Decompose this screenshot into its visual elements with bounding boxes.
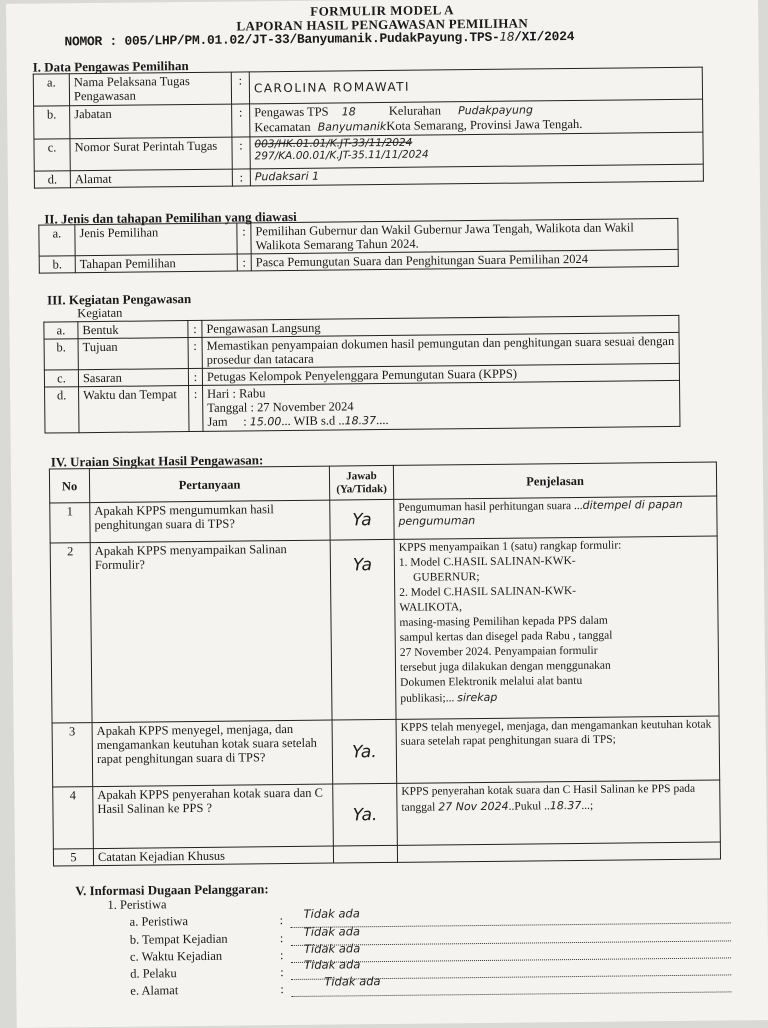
explanation-line: publikasi;... sirekap bbox=[400, 690, 498, 705]
position-kecamatan: Banyumanik bbox=[317, 119, 387, 134]
colon: : bbox=[188, 320, 202, 337]
section-2-title: II. Jenis dan tahapan Pemilihan yang diawasi bbox=[44, 208, 297, 227]
violation-label: b. Tempat Kejadian bbox=[129, 931, 228, 947]
header-no: No bbox=[49, 469, 89, 503]
table-row bbox=[50, 496, 717, 543]
table-row bbox=[52, 716, 720, 787]
activity-day: Hari : Rabu bbox=[207, 386, 266, 401]
row-number: b. bbox=[39, 256, 75, 273]
row-label: Waktu dan Tempat bbox=[79, 386, 189, 433]
explanation-date-line: tanggal 27 Nov 2024..Pukul ..18.37...; bbox=[401, 798, 594, 814]
explanation-line: tersebut juga dilakukan dengan menggunakan bbox=[399, 659, 611, 674]
election-stage: Pasca Pemungutan Suara dan Penghitungan Suara Pemilihan 2024 bbox=[251, 249, 678, 270]
section-3-subtitle: Kegiatan bbox=[77, 305, 123, 321]
row-number: b. bbox=[34, 106, 70, 139]
explanation-handwritten: sirekap bbox=[457, 690, 498, 705]
row-number: 1 bbox=[50, 503, 90, 543]
violation-label: a. Peristiwa bbox=[129, 914, 189, 929]
question: Catatan Kejadian Khusus bbox=[93, 846, 333, 866]
position-value bbox=[250, 99, 703, 137]
colon: : bbox=[237, 254, 251, 271]
report-number-tps: 18 bbox=[499, 29, 515, 44]
section-4-title: IV. Uraian Singkat Hasil Pengawasan: bbox=[50, 452, 264, 470]
form-sheet bbox=[6, 0, 768, 1028]
explanation-line: sampul kertas dan disegel pada Rabu , tanggal bbox=[399, 629, 613, 644]
colon: : bbox=[231, 72, 249, 104]
section-1-title: I. Data Pengawas Pemilihan bbox=[32, 58, 189, 75]
activity-target: Petugas Kelompok Penyelenggara Pemungutan Suara (KPPS) bbox=[202, 363, 679, 385]
explanation-text: KPPS penyerahan kotak suara dan C Hasil Salinan ke PPS pada bbox=[401, 782, 696, 798]
answer: Ya bbox=[330, 539, 396, 720]
row-number: d. bbox=[45, 387, 79, 433]
row-number: c. bbox=[34, 139, 70, 171]
explanation-line: 1. Model C.HASIL SALINAN-KWK- bbox=[398, 555, 576, 569]
answer bbox=[333, 845, 397, 863]
explanation-line: WALIKOTA, bbox=[399, 601, 463, 614]
section-5-subtitle: 1. Peristiwa bbox=[107, 897, 167, 912]
time-label: Pukul bbox=[514, 800, 542, 813]
question: Apakah KPPS menyegel, menjaga, dan mengamankan keutuhan kotak suara setelah rapat penghitungan suara di TPS? bbox=[92, 720, 333, 787]
activity-time bbox=[203, 380, 680, 431]
row-number: 2 bbox=[50, 543, 92, 723]
form-title: FORMULIR MODEL A bbox=[310, 2, 455, 19]
hours-label: Jam bbox=[207, 414, 228, 429]
violation-value: Tidak ada bbox=[303, 941, 361, 956]
violation-value: Tidak ada bbox=[304, 957, 361, 972]
explanation-text: Pengumuman hasil perhitungan suara bbox=[398, 500, 572, 514]
row-number: d. bbox=[34, 171, 70, 188]
activity-hours: Jam : 15.00... WIB s.d ..18.37.... bbox=[207, 412, 389, 429]
activity-form: Pengawasan Langsung bbox=[202, 315, 679, 337]
assignment-letter bbox=[250, 132, 703, 169]
row-number: b. bbox=[44, 339, 78, 370]
row-label: Tahapan Pemilihan bbox=[75, 254, 237, 273]
section-4-table bbox=[49, 462, 721, 867]
row-label: Bentuk bbox=[78, 321, 188, 339]
hours-start: 15.00 bbox=[249, 415, 282, 429]
row-number: 3 bbox=[52, 723, 93, 787]
report-number-prefix: NOMOR : 005/LHP/PM.01.02/JT-33/Banyumanik.PudakPayung.TPS- bbox=[64, 29, 500, 50]
election-type: Pemilihan Gubernur dan Wakil Gubernur Jawa Tengah, Walikota dan Wakil Walikota Semarang Tahun 2024. bbox=[251, 218, 678, 253]
row-number: c. bbox=[44, 370, 78, 387]
header-answer: Jawab (Ya/Tidak) bbox=[329, 465, 393, 500]
question: Apakah KPPS penyerahan kotak suara dan C Hasil Salinan ke PPS ? bbox=[93, 784, 334, 849]
activity-purpose: Memastikan penyampaian dokumen hasil pemungutan dan penghitungan suara sesuai dengan prosedur dan tatacara bbox=[202, 332, 679, 368]
handover-time: 18.37 bbox=[549, 798, 582, 813]
table-row bbox=[53, 780, 721, 849]
question: Apakah KPPS menyampaikan Salinan Formulir? bbox=[90, 540, 332, 723]
table-row bbox=[50, 536, 719, 723]
violation-label: e. Alamat bbox=[130, 983, 179, 998]
answer: Ya. bbox=[332, 719, 397, 784]
activity-date: Tanggal : 27 November 2024 bbox=[207, 399, 354, 415]
explanation-line: KPPS menyampaikan 1 (satu) rangkap formulir: bbox=[398, 539, 622, 554]
colon: : bbox=[237, 223, 251, 254]
explanation-handwritten: ditempel di papan pengumuman bbox=[398, 497, 683, 528]
colon: : bbox=[280, 965, 284, 980]
question: Apakah KPPS mengumumkan hasil penghitungan suara di TPS? bbox=[90, 500, 330, 543]
colon: : bbox=[232, 169, 250, 186]
colon: : bbox=[188, 368, 202, 385]
header-question: Pertanyaan bbox=[89, 466, 329, 503]
hours-mid: WIB s.d bbox=[293, 413, 336, 428]
row-number: a. bbox=[39, 225, 75, 256]
row-number: a. bbox=[44, 322, 78, 339]
answer: Ya. bbox=[333, 783, 398, 846]
answer: Ya bbox=[330, 499, 394, 540]
row-number: 5 bbox=[53, 849, 93, 866]
position-kelurahan-label: Kelurahan bbox=[388, 103, 441, 118]
section-3-title: III. Kegiatan Pengawasan bbox=[47, 291, 192, 308]
explanation-line: GUBERNUR; bbox=[412, 571, 480, 584]
handover-date: 27 Nov 2024 bbox=[438, 799, 509, 814]
row-label: Alamat bbox=[70, 169, 232, 188]
hours-end: 18.37 bbox=[344, 414, 377, 428]
report-number-suffix: /XI/2024 bbox=[514, 28, 575, 45]
position-kelurahan: Pudakpayung bbox=[457, 103, 533, 118]
row-label: Sasaran bbox=[78, 369, 188, 387]
row-label: Jabatan bbox=[70, 104, 232, 139]
violation-label: d. Pelaku bbox=[130, 966, 177, 981]
row-number: a. bbox=[33, 74, 69, 106]
row-label: Nama Pelaksana Tugas Pengawasan bbox=[69, 72, 231, 106]
assignment-letter-2: 297/KA.00.01/K.JT-35.11/11/2024 bbox=[254, 148, 429, 163]
violation-value: Tidak ada bbox=[303, 924, 361, 939]
address-value: Pudaksari 1 bbox=[250, 164, 703, 186]
violation-value: Tidak ada bbox=[303, 906, 360, 921]
row-number: 4 bbox=[53, 787, 94, 849]
colon: : bbox=[232, 104, 250, 137]
explanation bbox=[397, 780, 721, 845]
violation-label: c. Waktu Kejadian bbox=[129, 948, 223, 964]
position-tps: 18 bbox=[341, 105, 356, 119]
explanation: Pengumuman hasil perhitungan suara ...ditempel di papan pengumuman bbox=[394, 496, 717, 539]
violation-value: Tidak ada bbox=[324, 974, 381, 989]
colon: : bbox=[188, 337, 202, 368]
header-explanation: Penjelasan bbox=[393, 462, 716, 499]
row-label: Jenis Pemilihan bbox=[75, 223, 237, 256]
assignment-letter-1: 003/HK.01.01/K.JT-33/11/2024 bbox=[254, 136, 413, 151]
explanation-line: Dokumen Elektronik melalui alat bantu bbox=[400, 674, 583, 689]
section-5-title: V. Informasi Dugaan Pelanggaran: bbox=[75, 881, 269, 899]
colon: : bbox=[279, 948, 284, 963]
report-title: LAPORAN HASIL PENGAWASAN PEMILIHAN bbox=[236, 15, 529, 34]
section-2-table bbox=[38, 218, 678, 274]
explanation-line: masing-masing Pemilihan kepada PPS dalam bbox=[399, 614, 608, 629]
explanation-line: 2. Model C.HASIL SALINAN-KWK- bbox=[399, 585, 577, 599]
position-text: Pengawas TPS bbox=[254, 104, 329, 120]
colon: : bbox=[232, 137, 250, 169]
row-label: Nomor Surat Perintah Tugas bbox=[70, 137, 232, 171]
officer-name: CAROLINA ROMAWATI bbox=[249, 67, 702, 104]
position-city: Kota Semarang, Provinsi Jawa Tengah. bbox=[386, 116, 583, 133]
section-1-table bbox=[33, 67, 704, 189]
date-label: tanggal bbox=[401, 801, 436, 814]
section-3-table bbox=[43, 315, 680, 434]
colon: : bbox=[189, 385, 203, 431]
explanation: KPPS telah menyegel, menjaga, dan mengamankan keutuhan kotak suara setelah rapat penghitungan suara di TPS; bbox=[396, 716, 720, 783]
row-label: Tujuan bbox=[78, 338, 188, 370]
colon: : bbox=[279, 931, 284, 946]
explanation-line: 27 November 2024. Penyampaian formulir bbox=[399, 644, 598, 659]
position-kecamatan-label: Kecamatan bbox=[254, 119, 311, 135]
colon: : bbox=[279, 913, 284, 928]
explanation bbox=[394, 536, 719, 719]
explanation-text: publikasi; bbox=[400, 692, 446, 705]
explanation bbox=[397, 842, 720, 862]
colon: : bbox=[280, 982, 284, 997]
table-row bbox=[45, 380, 680, 433]
